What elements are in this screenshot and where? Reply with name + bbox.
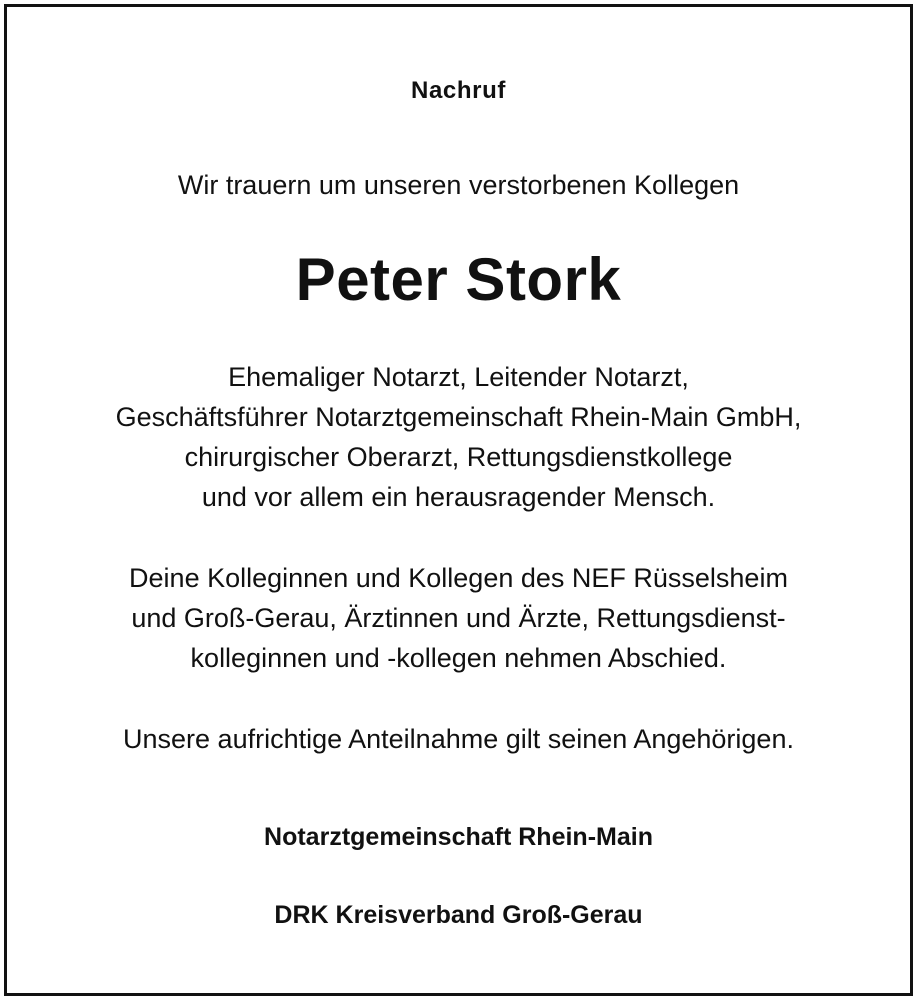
roles-line: chirurgischer Oberarzt, Rettungsdienstkollege	[184, 442, 733, 472]
condolence-paragraph	[7, 719, 910, 759]
farewell-paragraph	[7, 558, 910, 678]
roles-line: und vor allem ein herausragender Mensch.	[201, 482, 716, 512]
signatory-organization: Notarztgemeinschaft Rhein-Main	[264, 823, 653, 851]
farewell-line: und Groß-Gerau, Ärztinnen und Ärzte, Rettungsdienst-	[131, 603, 786, 633]
deceased-name: Peter Stork	[295, 246, 622, 313]
signatory-organization: DRK Kreisverband Groß-Gerau	[274, 901, 643, 929]
intro-text: Wir trauern um unseren verstorbenen Kollegen	[177, 170, 740, 200]
farewell-line: Deine Kolleginnen und Kollegen des NEF Rüsselsheim	[129, 563, 788, 593]
roles-paragraph	[7, 357, 910, 517]
farewell-line: kolleginnen und -kollegen nehmen Abschied.	[190, 643, 727, 673]
obituary-frame	[4, 4, 913, 996]
obituary-heading: Nachruf	[411, 77, 506, 104]
roles-line: Geschäftsführer Notarztgemeinschaft Rhein-Main GmbH,	[115, 402, 802, 432]
roles-line: Ehemaliger Notarzt, Leitender Notarzt,	[228, 362, 689, 392]
condolence-line: Unsere aufrichtige Anteilnahme gilt seinen Angehörigen.	[123, 724, 794, 754]
